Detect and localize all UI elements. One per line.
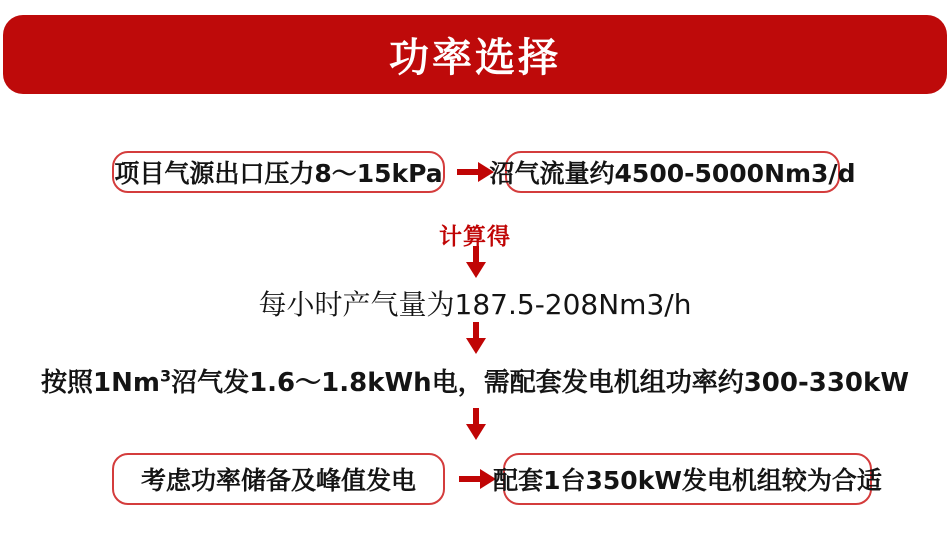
arrow-right-icon	[458, 467, 496, 491]
arrow-down-icon	[464, 246, 488, 278]
calc-label: 计算得	[439, 224, 511, 250]
title-banner	[3, 15, 947, 94]
arrow-right-icon	[456, 160, 494, 184]
box-label: 配套1台350kW发电机组较为合适	[493, 466, 882, 495]
box-gas-source-pressure	[112, 151, 445, 193]
box-label: 考虑功率储备及峰值发电	[140, 466, 416, 495]
box-label: 项目气源出口压力8～15kPa	[114, 159, 443, 188]
step-power-prefix: 按照1Nm	[41, 368, 160, 398]
step-power-requirement	[0, 362, 950, 399]
arrow-down-icon	[464, 322, 488, 354]
arrow-down-icon	[464, 408, 488, 440]
page-title: 功率选择	[389, 35, 561, 81]
box-generator-recommendation	[493, 453, 882, 505]
box-power-reserve	[112, 453, 445, 505]
step-power-superscript: 3	[159, 366, 172, 386]
step-power-suffix: 沼气发1.6～1.8kWh电，需配套发电机组功率约300-330kW	[171, 368, 909, 398]
step-hourly-output: 每小时产气量为187.5-208Nm3/h	[258, 288, 692, 321]
box-label: 沼气流量约4500-5000Nm3/d	[489, 159, 856, 188]
box-biogas-flow	[489, 151, 856, 193]
